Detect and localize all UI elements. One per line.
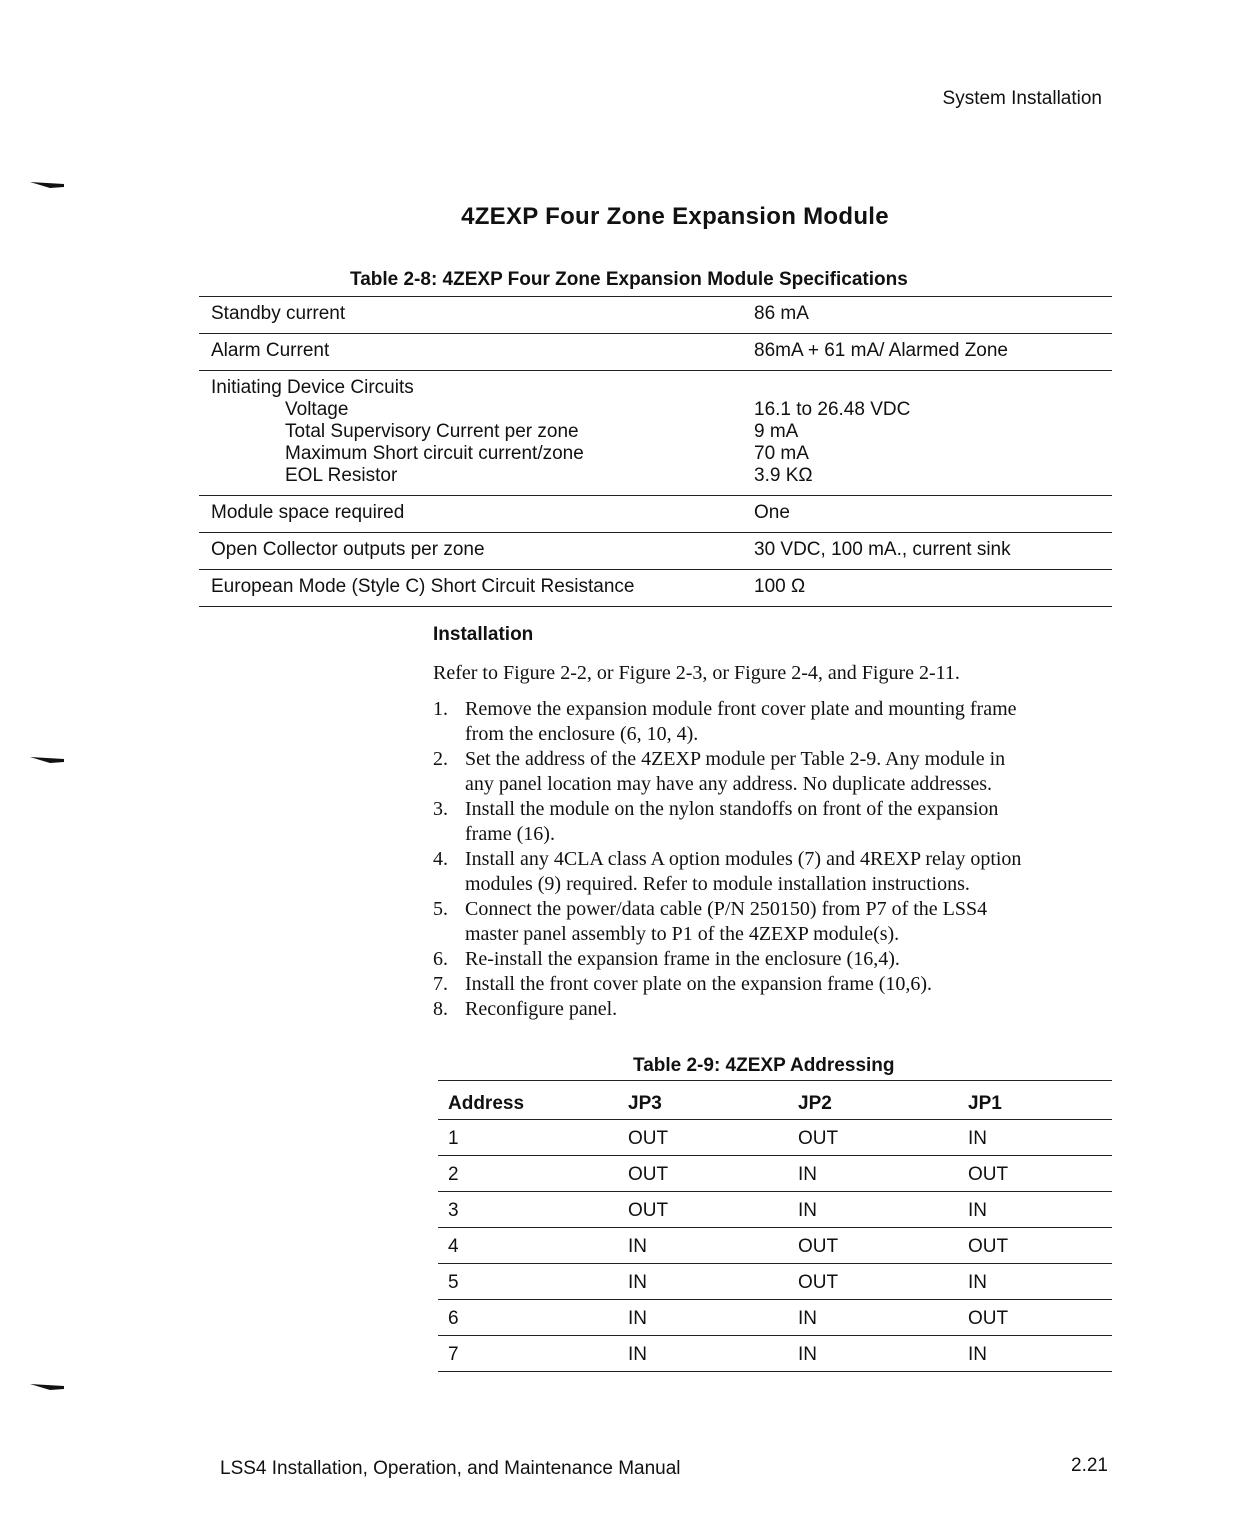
table-row xyxy=(438,1264,1112,1300)
table-cell: IN xyxy=(958,1120,1112,1156)
spec-label-group xyxy=(199,371,750,496)
column-header: Address xyxy=(438,1081,618,1120)
binder-hole-mark-middle xyxy=(30,756,64,764)
table-cell: IN xyxy=(618,1300,788,1336)
footer-manual-title: LSS4 Installation, Operation, and Maintenance Manual xyxy=(220,1458,681,1479)
spec-label: Open Collector outputs per zone xyxy=(199,533,750,570)
list-item xyxy=(433,847,1113,897)
step-number: 4. xyxy=(433,848,448,870)
spec-label: Alarm Current xyxy=(199,334,750,371)
spec-table xyxy=(199,296,1112,607)
table-row xyxy=(438,1156,1112,1192)
table-row xyxy=(438,1228,1112,1264)
spec-value-group xyxy=(750,371,1112,496)
table-cell: IN xyxy=(788,1336,958,1372)
installation-steps xyxy=(433,697,1113,1022)
table-cell: 6 xyxy=(438,1300,618,1336)
table-cell: 5 xyxy=(438,1264,618,1300)
table-cell: IN xyxy=(618,1336,788,1372)
table-cell: 2 xyxy=(438,1156,618,1192)
spec-value: 86mA + 61 mA/ Alarmed Zone xyxy=(750,334,1112,371)
list-item xyxy=(433,897,1113,947)
table-header-row xyxy=(438,1081,1112,1120)
table-cell: OUT xyxy=(788,1264,958,1300)
step-text: Install the module on the nylon standoffs on front of the expansion frame (16). xyxy=(465,798,999,845)
list-item xyxy=(433,947,1113,972)
table-cell: OUT xyxy=(958,1228,1112,1264)
list-item xyxy=(433,972,1113,997)
table-cell: OUT xyxy=(958,1156,1112,1192)
list-item xyxy=(433,797,1113,847)
table-cell: IN xyxy=(618,1264,788,1300)
table-cell: OUT xyxy=(958,1300,1112,1336)
step-number: 3. xyxy=(433,798,448,820)
table-cell: IN xyxy=(958,1192,1112,1228)
table-cell: OUT xyxy=(618,1120,788,1156)
step-number: 8. xyxy=(433,998,448,1020)
spec-sub-value: 70 mA xyxy=(754,443,809,464)
table-cell: OUT xyxy=(788,1228,958,1264)
table-row xyxy=(199,570,1112,607)
table-cell: OUT xyxy=(618,1156,788,1192)
table-row xyxy=(199,334,1112,371)
column-header: JP2 xyxy=(788,1081,958,1120)
spec-value: 100 Ω xyxy=(750,570,1112,607)
table-row xyxy=(199,533,1112,570)
table-cell: IN xyxy=(958,1336,1112,1372)
table-cell: IN xyxy=(788,1156,958,1192)
step-number: 1. xyxy=(433,698,448,720)
table-cell: IN xyxy=(788,1300,958,1336)
table-row xyxy=(438,1300,1112,1336)
table-cell: IN xyxy=(788,1192,958,1228)
spec-sub-label: Maximum Short circuit current/zone xyxy=(285,443,584,464)
step-number: 2. xyxy=(433,748,448,770)
table-cell: 7 xyxy=(438,1336,618,1372)
table-row xyxy=(438,1120,1112,1156)
table-cell: 3 xyxy=(438,1192,618,1228)
column-header: JP1 xyxy=(958,1081,1112,1120)
list-item xyxy=(433,997,1113,1022)
page-number: 2.21 xyxy=(1071,1455,1108,1476)
step-text: Install any 4CLA class A option modules (7) and 4REXP relay option modules (9) required. Refer to module installation instructions. xyxy=(465,848,1022,895)
spec-label: Module space required xyxy=(199,496,750,533)
spec-sub-label: Total Supervisory Current per zone xyxy=(285,421,579,442)
page-title: 4ZEXP Four Zone Expansion Module xyxy=(461,203,889,230)
step-text: Reconfigure panel. xyxy=(465,998,618,1020)
table-row xyxy=(438,1192,1112,1228)
table-cell: IN xyxy=(618,1228,788,1264)
spec-value: One xyxy=(750,496,1112,533)
list-item xyxy=(433,697,1113,747)
table-cell: OUT xyxy=(618,1192,788,1228)
spec-table-caption: Table 2-8: 4ZEXP Four Zone Expansion Module Specifications xyxy=(350,269,908,290)
spec-label: Standby current xyxy=(199,297,750,334)
spec-sub-value: 16.1 to 26.48 VDC xyxy=(754,399,911,420)
table-cell: IN xyxy=(958,1264,1112,1300)
table-cell: OUT xyxy=(788,1120,958,1156)
spec-sub-label: Voltage xyxy=(285,399,349,420)
spec-label: European Mode (Style C) Short Circuit Resistance xyxy=(199,570,750,607)
spec-value: 30 VDC, 100 mA., current sink xyxy=(750,533,1112,570)
table-row xyxy=(199,297,1112,334)
spec-sub-value: 3.9 KΩ xyxy=(754,465,813,486)
step-number: 6. xyxy=(433,948,448,970)
step-number: 7. xyxy=(433,973,448,995)
spec-sub-labels xyxy=(211,399,740,487)
step-text: Connect the power/data cable (P/N 250150) from P7 of the LSS4 master panel assembly to P1 of the 4ZEXP module(s). xyxy=(465,898,988,945)
table-cell: 4 xyxy=(438,1228,618,1264)
installation-intro: Refer to Figure 2-2, or Figure 2-3, or Figure 2-4, and Figure 2-11. xyxy=(433,662,960,684)
installation-heading: Installation xyxy=(433,624,534,645)
binder-hole-mark-bottom xyxy=(30,1383,64,1391)
table-cell: 1 xyxy=(438,1120,618,1156)
step-text: Install the front cover plate on the expansion frame (10,6). xyxy=(465,973,933,995)
column-header: JP3 xyxy=(618,1081,788,1120)
table-row xyxy=(438,1336,1112,1372)
table-row xyxy=(199,371,1112,496)
step-number: 5. xyxy=(433,898,448,920)
spec-value: 86 mA xyxy=(750,297,1112,334)
list-item xyxy=(433,747,1113,797)
binder-hole-mark-top xyxy=(30,181,64,189)
running-header: System Installation xyxy=(942,88,1102,109)
table-row xyxy=(199,496,1112,533)
step-text: Set the address of the 4ZEXP module per Table 2-9. Any module in any panel location may have any address. No duplicate addresses. xyxy=(465,748,1006,795)
step-text: Remove the expansion module front cover plate and mounting frame from the enclosure (6, 10, 4). xyxy=(465,698,1017,745)
spec-sub-values xyxy=(754,399,1102,487)
address-table-caption: Table 2-9: 4ZEXP Addressing xyxy=(633,1055,895,1076)
spec-sub-value: 9 mA xyxy=(754,421,799,442)
spec-sub-label: EOL Resistor xyxy=(285,465,398,486)
step-text: Re-install the expansion frame in the enclosure (16,4). xyxy=(465,948,900,970)
spec-label: Initiating Device Circuits xyxy=(211,377,414,398)
address-table xyxy=(438,1080,1112,1372)
